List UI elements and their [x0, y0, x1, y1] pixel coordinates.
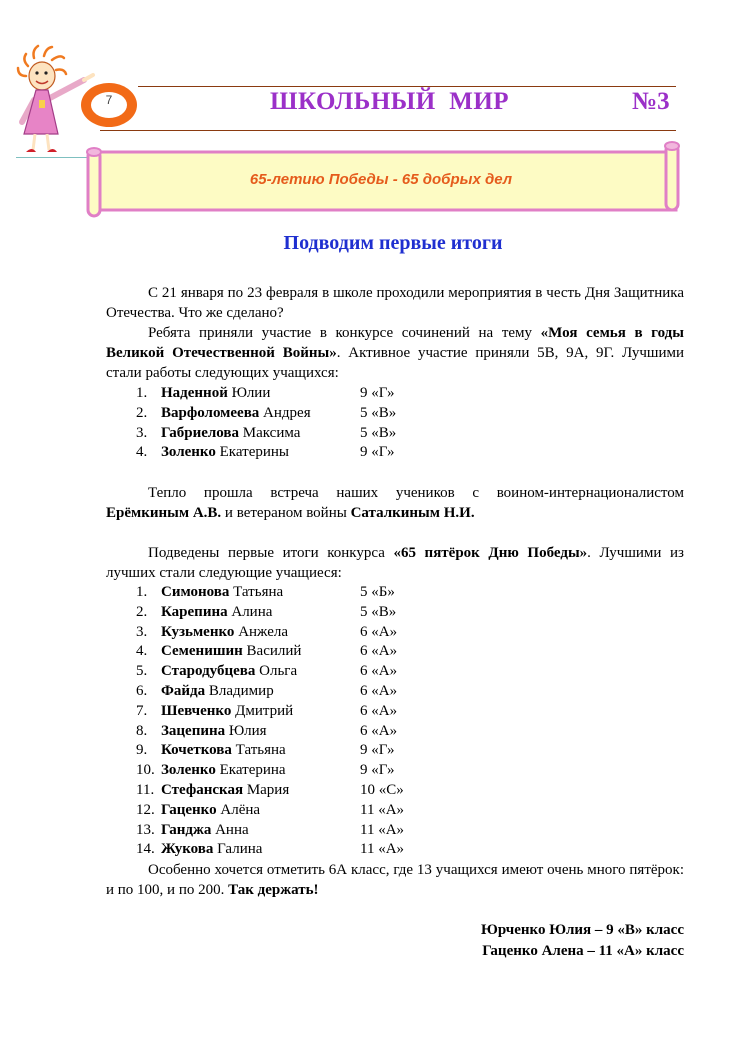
student-name — [161, 623, 288, 643]
header-rule-bottom — [100, 130, 676, 131]
student-first-name: Владимир — [208, 682, 274, 699]
student-name — [161, 662, 297, 682]
paragraph-intro — [106, 284, 684, 324]
student-first-name: Андрея — [263, 404, 311, 421]
student-first-name: Мария — [246, 781, 290, 798]
magazine-title: ШКОЛЬНЫЙ МИР — [270, 88, 510, 115]
meeting-guest-2: Саталкиным Н.И. — [350, 504, 475, 521]
item-number: 2. — [136, 404, 148, 421]
student-surname: Семенишин — [161, 643, 243, 660]
student-first-name: Дмитрий — [235, 702, 294, 719]
student-class: 5 «В» — [360, 404, 397, 421]
student-name — [161, 722, 267, 742]
student-class: 6 «А» — [360, 643, 398, 660]
essay-topic: «Моя семья в годы Великой Отечественной Войны» — [106, 325, 684, 361]
student-class: 6 «А» — [360, 682, 398, 699]
student-first-name: Алёна — [220, 801, 261, 818]
paragraph-essay-contest — [106, 324, 684, 383]
student-surname: Стародубцева — [161, 663, 256, 680]
student-name — [161, 821, 249, 841]
item-number: 1. — [136, 385, 148, 401]
item-number: 5. — [136, 663, 148, 680]
item-number: 2. — [136, 603, 148, 620]
item-number: 1. — [136, 584, 148, 600]
student-class: 10 «С» — [360, 781, 404, 798]
student-name — [161, 404, 311, 424]
student-first-name: Ольга — [259, 663, 298, 680]
student-surname: Файда — [161, 682, 206, 699]
student-class: 11 «А» — [360, 801, 405, 818]
issue-number: №3 — [632, 88, 670, 115]
student-class: 9 «Г» — [360, 444, 395, 461]
student-surname: Золенко — [161, 444, 216, 461]
item-number: 12. — [136, 801, 155, 818]
student-surname: Зацепина — [161, 722, 226, 739]
student-first-name: Анжела — [238, 623, 289, 640]
meeting-text-lead: Тепло прошла встреча наших учеников с воином-интернационалистом — [148, 485, 684, 501]
article-title: Подводим первые итоги — [283, 232, 503, 254]
student-surname: Кочеткова — [161, 742, 232, 759]
paragraph-meeting — [106, 484, 684, 524]
student-first-name: Татьяна — [235, 742, 286, 759]
page-number: 7 — [105, 93, 113, 107]
student-name — [161, 702, 293, 722]
item-number: 4. — [136, 643, 148, 660]
student-first-name: Галина — [217, 841, 263, 858]
student-surname: Ганджа — [161, 821, 212, 838]
student-class: 5 «Б» — [360, 584, 395, 600]
meeting-text-mid: и ветераном войны — [221, 504, 351, 521]
student-surname: Наденной — [161, 385, 228, 401]
item-number: 6. — [136, 682, 148, 699]
student-surname: Золенко — [161, 762, 216, 779]
student-surname: Шевченко — [161, 702, 232, 719]
student-surname: Стефанская — [161, 781, 244, 798]
student-surname: Жукова — [161, 841, 214, 858]
student-name — [161, 801, 260, 821]
meeting-guest-1: Ерёмкиным А.В. — [106, 504, 222, 521]
item-number: 9. — [136, 742, 148, 759]
essay-text-lead: Ребята приняли участие в конкурсе сочинений на тему — [148, 325, 541, 341]
fives-text-lead: Подведены первые итоги конкурса — [148, 545, 394, 561]
closing-text: Особенно хочется отметить 6А класс, где 13 учащихся имеют очень много пятёрок: и по 100, и по 200. — [106, 862, 684, 898]
student-class: 9 «Г» — [360, 762, 395, 779]
student-name — [161, 781, 289, 801]
student-surname: Варфоломеева — [161, 404, 260, 421]
student-class: 6 «А» — [360, 663, 398, 680]
author-signature-1: Юрченко Юлия – 9 «В» класс — [480, 922, 684, 938]
student-first-name: Алина — [231, 603, 273, 620]
essay-text-tail: . Активное участие приняли 5В, 9А, 9Г. Лучшими стали работы следующих учащихся: — [106, 344, 684, 381]
item-number: 11. — [136, 781, 155, 798]
item-number: 14. — [136, 841, 155, 858]
fives-text-tail: . Лучшими из лучших стали следующие учащиеся: — [106, 545, 684, 581]
student-class: 5 «В» — [360, 603, 397, 620]
student-first-name: Анна — [215, 821, 249, 838]
student-class: 9 «Г» — [360, 385, 395, 401]
student-surname: Карепина — [161, 603, 228, 620]
banner-text: 65-летию Победы - 65 добрых дел — [249, 171, 513, 188]
student-class: 9 «Г» — [360, 742, 395, 759]
student-first-name: Василий — [246, 643, 302, 660]
paragraph-closing — [106, 861, 684, 901]
student-name — [161, 583, 283, 603]
student-first-name: Юлии — [231, 385, 271, 401]
item-number: 7. — [136, 702, 148, 719]
student-name — [161, 603, 272, 623]
student-surname: Гаценко — [161, 801, 217, 818]
item-number: 4. — [136, 444, 148, 461]
student-class: 11 «А» — [360, 821, 405, 838]
fives-contest-name: «65 пятёрок Дню Победы» — [393, 545, 588, 561]
student-name — [161, 443, 289, 463]
student-class: 11 «А» — [360, 841, 405, 858]
paragraph-fives-contest — [106, 544, 684, 584]
student-first-name: Екатерины — [219, 444, 289, 461]
item-number: 3. — [136, 623, 148, 640]
student-class: 6 «А» — [360, 702, 398, 719]
header-rule-top — [138, 86, 676, 87]
student-first-name: Юлия — [228, 722, 267, 739]
student-surname: Симонова — [161, 584, 230, 600]
student-name — [161, 840, 262, 860]
item-number: 10. — [136, 762, 155, 779]
student-first-name: Татьяна — [233, 584, 284, 600]
student-first-name: Екатерина — [219, 762, 286, 779]
student-surname: Габриелова — [161, 424, 240, 441]
student-name — [161, 384, 270, 404]
item-number: 3. — [136, 424, 148, 441]
student-class: 5 «В» — [360, 424, 397, 441]
student-surname: Кузьменко — [161, 623, 235, 640]
item-number: 13. — [136, 821, 155, 838]
student-first-name: Максима — [242, 424, 301, 441]
student-class: 6 «А» — [360, 623, 398, 640]
paragraph-intro-text: С 21 января по 23 февраля в школе проходили мероприятия в честь Дня Защитника Отечества. Что же сделано? — [106, 285, 684, 321]
student-name — [161, 424, 300, 444]
student-class: 6 «А» — [360, 722, 398, 739]
student-name — [161, 741, 286, 761]
student-name — [161, 761, 286, 781]
student-name — [161, 642, 301, 662]
author-signature-2: Гаценко Алена – 11 «А» класс — [482, 943, 684, 959]
student-name — [161, 682, 274, 702]
closing-exclamation: Так держать! — [228, 881, 319, 898]
item-number: 8. — [136, 722, 148, 739]
